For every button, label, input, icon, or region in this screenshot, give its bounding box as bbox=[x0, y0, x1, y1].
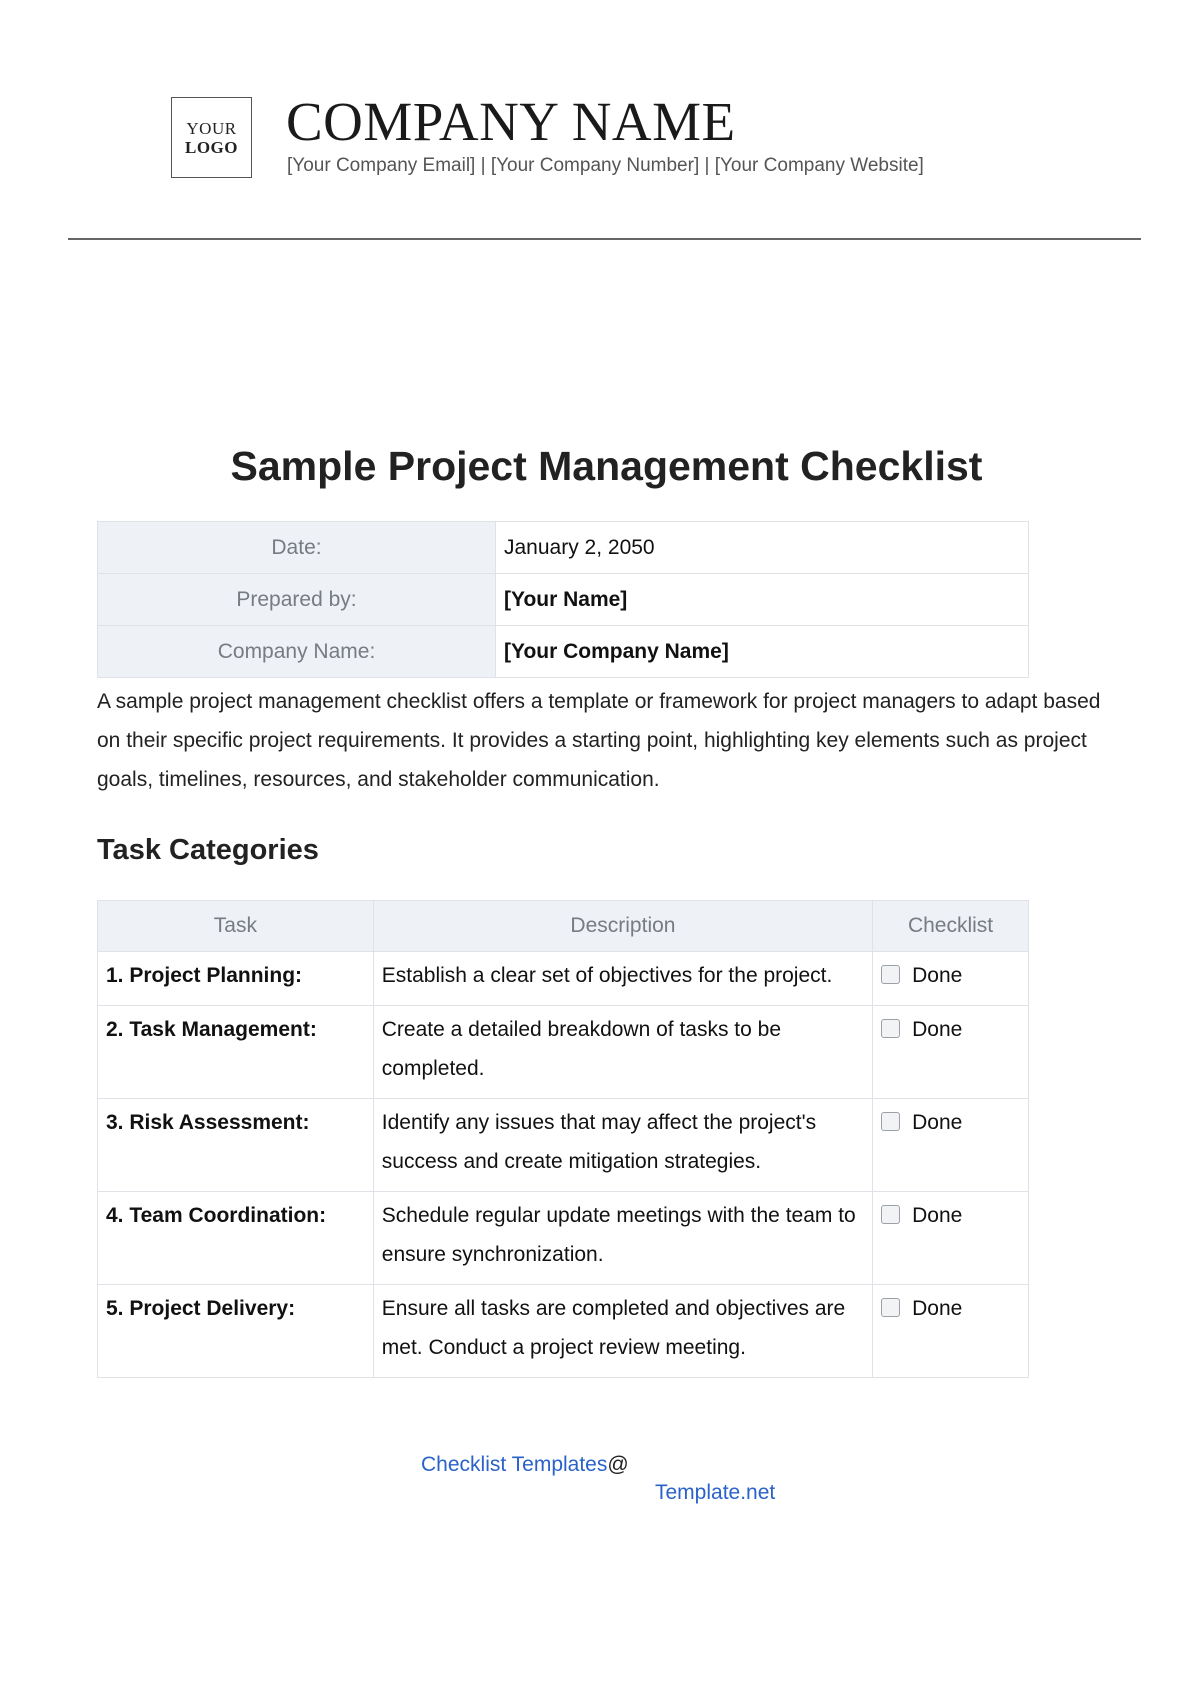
done-checkbox[interactable] bbox=[881, 1019, 900, 1038]
info-row-company-name bbox=[98, 626, 1029, 678]
task-description: Establish a clear set of objectives for the project. bbox=[373, 952, 872, 1006]
task-description: Ensure all tasks are completed and objectives are met. Conduct a project review meeting. bbox=[373, 1285, 872, 1378]
company-contact: [Your Company Email] | [Your Company Number] | [Your Company Website] bbox=[287, 155, 924, 176]
task-name: 4. Team Coordination: bbox=[98, 1192, 374, 1285]
checkbox-label: Done bbox=[912, 964, 963, 987]
column-header-task: Task bbox=[98, 901, 374, 952]
header-divider bbox=[68, 238, 1141, 240]
logo-line-1: YOUR bbox=[186, 118, 237, 138]
column-header-description: Description bbox=[373, 901, 872, 952]
done-checkbox[interactable] bbox=[881, 1205, 900, 1224]
company-logo bbox=[171, 97, 252, 178]
checklist-templates-link[interactable]: Checklist Templates bbox=[421, 1453, 608, 1476]
done-checkbox[interactable] bbox=[881, 965, 900, 984]
checkbox-label: Done bbox=[912, 1018, 963, 1041]
table-header-row bbox=[98, 901, 1029, 952]
task-description: Create a detailed breakdown of tasks to be completed. bbox=[373, 1006, 872, 1099]
column-header-checklist: Checklist bbox=[873, 901, 1029, 952]
info-value: [Your Company Name] bbox=[496, 626, 1029, 678]
task-checklist bbox=[873, 952, 1029, 1006]
company-name: COMPANY NAME bbox=[286, 91, 736, 152]
task-table bbox=[97, 900, 1029, 1378]
task-description: Identify any issues that may affect the project's success and create mitigation strategies. bbox=[373, 1099, 872, 1192]
table-row bbox=[98, 952, 1029, 1006]
info-label: Company Name: bbox=[98, 626, 496, 678]
intro-paragraph: A sample project management checklist offers a template or framework for project managers to adapt based on their specific project requirements. It provides a starting point, highlighting key elements such as project goals, timelines, resources, and stakeholder communication. bbox=[97, 690, 1101, 791]
table-row bbox=[98, 1006, 1029, 1099]
info-table bbox=[97, 521, 1029, 678]
info-label: Date: bbox=[98, 522, 496, 574]
done-checkbox[interactable] bbox=[881, 1112, 900, 1131]
table-row bbox=[98, 1192, 1029, 1285]
footer-link-line-1 bbox=[421, 1453, 629, 1477]
task-checklist bbox=[873, 1006, 1029, 1099]
task-description: Schedule regular update meetings with the team to ensure synchronization. bbox=[373, 1192, 872, 1285]
task-name: 3. Risk Assessment: bbox=[98, 1099, 374, 1192]
page-title: Sample Project Management Checklist bbox=[230, 443, 983, 489]
info-value: January 2, 2050 bbox=[496, 522, 1029, 574]
logo-line-2: LOGO bbox=[184, 137, 238, 157]
info-row-prepared-by bbox=[98, 574, 1029, 626]
info-row-date bbox=[98, 522, 1029, 574]
info-label: Prepared by: bbox=[98, 574, 496, 626]
task-checklist bbox=[873, 1099, 1029, 1192]
footer-at-sign: @ bbox=[607, 1453, 629, 1476]
task-name: 5. Project Delivery: bbox=[98, 1285, 374, 1378]
section-heading: Task Categories bbox=[97, 834, 319, 866]
task-name: 2. Task Management: bbox=[98, 1006, 374, 1099]
task-checklist bbox=[873, 1285, 1029, 1378]
table-row bbox=[98, 1285, 1029, 1378]
task-checklist bbox=[873, 1192, 1029, 1285]
info-value: [Your Name] bbox=[496, 574, 1029, 626]
template-net-link[interactable]: Template.net bbox=[655, 1481, 776, 1504]
checkbox-label: Done bbox=[912, 1297, 963, 1320]
done-checkbox[interactable] bbox=[881, 1298, 900, 1317]
checkbox-label: Done bbox=[912, 1111, 963, 1134]
checkbox-label: Done bbox=[912, 1204, 963, 1227]
table-row bbox=[98, 1099, 1029, 1192]
task-name: 1. Project Planning: bbox=[98, 952, 374, 1006]
